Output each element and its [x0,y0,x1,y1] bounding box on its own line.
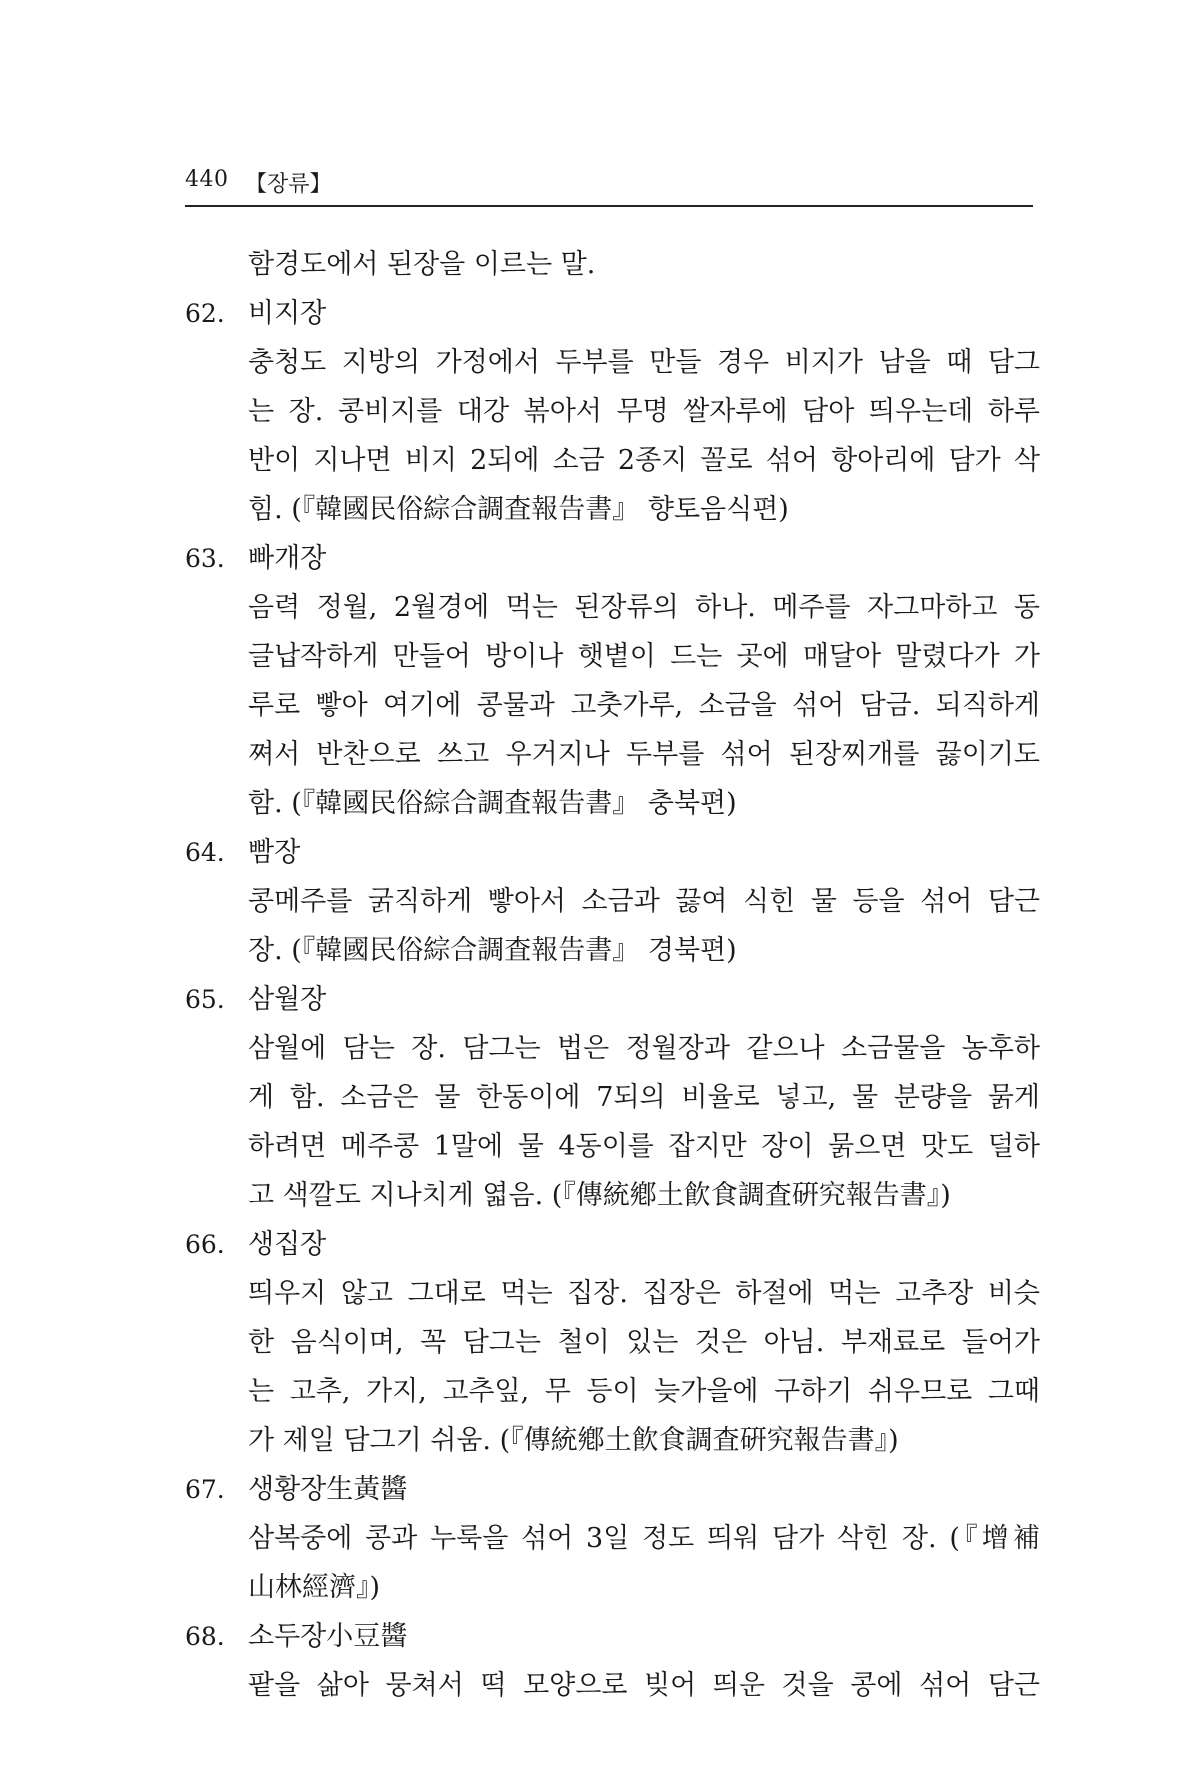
entry-body-line: 팥을 삶아 뭉쳐서 떡 모양으로 빚어 띄운 것을 콩에 섞어 담근 [248,1670,1040,1701]
entry-number: 65. [185,985,225,1014]
entry-body-line: 장. (『韓國民俗綜合調査報告書』 경북편) [248,935,737,966]
entry-number: 67. [185,1475,225,1504]
entry-body-line: 고 색깔도 지나치게 엷음. (『傳統鄕土飮食調査硏究報告書』) [248,1180,951,1211]
entry-body-line: 충청도 지방의 가정에서 두부를 만들 경우 비지가 남을 때 담그 [248,347,1040,378]
continuation-line: 함경도에서 된장을 이르는 말. [248,249,596,280]
entry-heading [185,1220,1045,1269]
entry-heading [185,1612,1045,1661]
entry-body-line: 삼월에 담는 장. 담그는 법은 정월장과 같으나 소금물을 농후하 [248,1033,1040,1064]
entry-body-line: 는 고추, 가지, 고추잎, 무 등이 늦가을에 구하기 쉬우므로 그때 [248,1376,1040,1407]
entry-body-line: 루로 빻아 여기에 콩물과 고춧가루, 소금을 섞어 담금. 되직하게 [248,690,1040,721]
entry-number: 62. [185,299,225,328]
entry-heading [185,1465,1045,1514]
page-header [185,165,1033,207]
entry-term: 삼월장 [248,984,327,1015]
entry-body-line: 는 장. 콩비지를 대강 볶아서 무명 쌀자루에 담아 띄우는데 하루 [248,396,1040,427]
entry-body-line: 삼복중에 콩과 누룩을 섞어 3일 정도 띄워 담가 삭힌 장. (『增補 [248,1523,1040,1554]
entry-body-line: 음력 정월, 2월경에 먹는 된장류의 하나. 메주를 자그마하고 동 [248,592,1040,623]
entry-body-line: 반이 지나면 비지 2되에 소금 2종지 꼴로 섞어 항아리에 담가 삭 [248,445,1040,476]
entry-body-line: 힘. (『韓國民俗綜合調査報告書』 향토음식편) [248,494,789,525]
entry-number: 64. [185,838,225,867]
running-head: 【장류】 [245,172,332,197]
entry-body-line: 게 함. 소금은 물 한동이에 7되의 비율로 넣고, 물 분량을 묽게 [248,1082,1040,1113]
entry-body-line: 함. (『韓國民俗綜合調査報告書』 충북편) [248,788,737,819]
entry-number: 66. [185,1230,225,1259]
page-content [185,240,1045,1710]
page-number: 440 [185,167,229,192]
entry-number: 63. [185,544,225,573]
entry-heading [185,975,1045,1024]
entry-heading [185,828,1045,877]
entry-term: 비지장 [248,298,327,329]
entry-term: 소두장小豆醬 [248,1621,408,1652]
entry-heading [185,289,1045,338]
entry-body-line: 가 제일 담그기 쉬움. (『傳統鄕土飮食調査硏究報告書』) [248,1425,899,1456]
entry-body-line: 쪄서 반찬으로 쓰고 우거지나 두부를 섞어 된장찌개를 끓이기도 [248,739,1040,770]
entry-number: 68. [185,1622,225,1651]
entry-body-line: 山林經濟』) [248,1572,381,1603]
entry-body-line: 글납작하게 만들어 방이나 햇볕이 드는 곳에 매달아 말렸다가 가 [248,641,1040,672]
entry-body-line: 하려면 메주콩 1말에 물 4동이를 잡지만 장이 묽으면 맛도 덜하 [248,1131,1040,1162]
entry-heading [185,534,1045,583]
entry-term: 생집장 [248,1229,327,1260]
entry-body-line: 띄우지 않고 그대로 먹는 집장. 집장은 하절에 먹는 고추장 비슷 [248,1278,1040,1309]
entry-term: 생황장生黃醬 [248,1474,408,1505]
entry-body-line: 한 음식이며, 꼭 담그는 철이 있는 것은 아님. 부재료로 들어가 [248,1327,1040,1358]
entry-term: 빠개장 [248,543,327,574]
entry-body-line: 콩메주를 굵직하게 빻아서 소금과 끓여 식힌 물 등을 섞어 담근 [248,886,1040,917]
entry-term: 빰장 [248,837,301,868]
